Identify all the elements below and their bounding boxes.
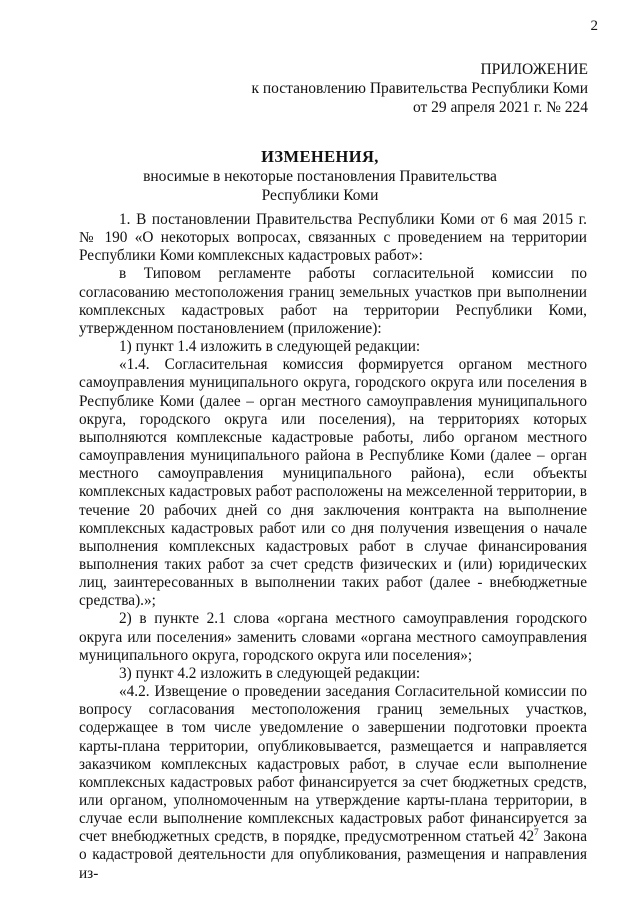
appendix-reference: к постановлению Правительства Республики Коми xyxy=(251,80,588,97)
paragraph-point-2: 2) в пункте 2.1 слова «органа местного самоуправления городского округа или поселения» заменить словами «органа местного самоуправления муниципального округа, городского округа или поселения»; xyxy=(79,610,587,664)
appendix-title: ПРИЛОЖЕНИЕ xyxy=(480,61,588,78)
paragraph-quote-1-4: «1.4. Согласительная комиссия формируется органом местного самоуправления муниципального округа, городского округа или поселения в Республике Коми (далее – орган местного самоуправления муниципального округа, городского округа или поселения), на территориях которых выполняются комплексные кадастровые работы, либо органом местного самоуправления муниципального района в Республике Коми (далее – орган местного самоуправления муниципального района), если объекты комплексных кадастровых работ расположены на межселенной территории, в течение 20 рабочих дней со дня заключения контракта на выполнение комплексных кадастровых работ или со дня получения извещения о начале выполнения комплексных кадастровых работ в случае финансирования выполнения таких работ за счет средств физических и (или) юридических лиц, заинтересованных в выполнении таких работ (далее - внебюджетные средства).»; xyxy=(79,356,587,610)
quote-4-2-text: «4.2. Извещение о проведении заседания Согласительной комиссии по вопросу согласования местоположения границ земельных участков, содержащее в том числе уведомление о завершении подготовки проекта карты-плана территории, опубликовывается, размещается и направляется заказчиком комплексных кадастровых работ, в случае если выполнение комплексных кадастровых работ финансируется за счет бюджетных средств, или органом, уполномоченным на утверждение карты-плана территории, в случае если выполнение комплексных кадастровых работ финансируется за счет внебюджетных средств, в порядке, предусмотренном статьей 42 xyxy=(79,683,587,846)
page-number: 2 xyxy=(590,18,598,34)
appendix-date: от 29 апреля 2021 г. № 224 xyxy=(412,99,588,116)
paragraph-point-1: 1) пункт 1.4 изложить в следующей редакции: xyxy=(119,338,421,356)
document-heading xyxy=(0,146,640,205)
paragraph-regulation: в Типовом регламенте работы согласительной комиссии по согласованию местоположения границ земельных участков при выполнении комплексных кадастровых работ на территории Республики Коми, утвержденном постановлением (приложение): xyxy=(79,265,587,337)
quote-4-2-continuation: Закона о кадастровой деятельности для опубликования, размещения и направления из- xyxy=(79,828,587,882)
heading-subtitle-line-2: Республики Коми xyxy=(261,187,379,204)
paragraph-point-3: 3) пункт 4.2 изложить в следующей редакции: xyxy=(119,664,421,682)
paragraph-quote-4-2 xyxy=(79,683,587,883)
appendix-block xyxy=(251,60,588,117)
article-superscript: 7 xyxy=(534,827,539,838)
heading-title: ИЗМЕНЕНИЯ, xyxy=(261,147,379,166)
document-body xyxy=(79,211,587,883)
paragraph-item-1: 1. В постановлении Правительства Республики Коми от 6 мая 2015 г. № 190 «О некоторых вопросах, связанных с проведением на территории Республики Коми комплексных кадастровых работ»: xyxy=(79,211,587,265)
heading-subtitle-line-1: вносимые в некоторые постановления Правительства xyxy=(143,168,497,185)
